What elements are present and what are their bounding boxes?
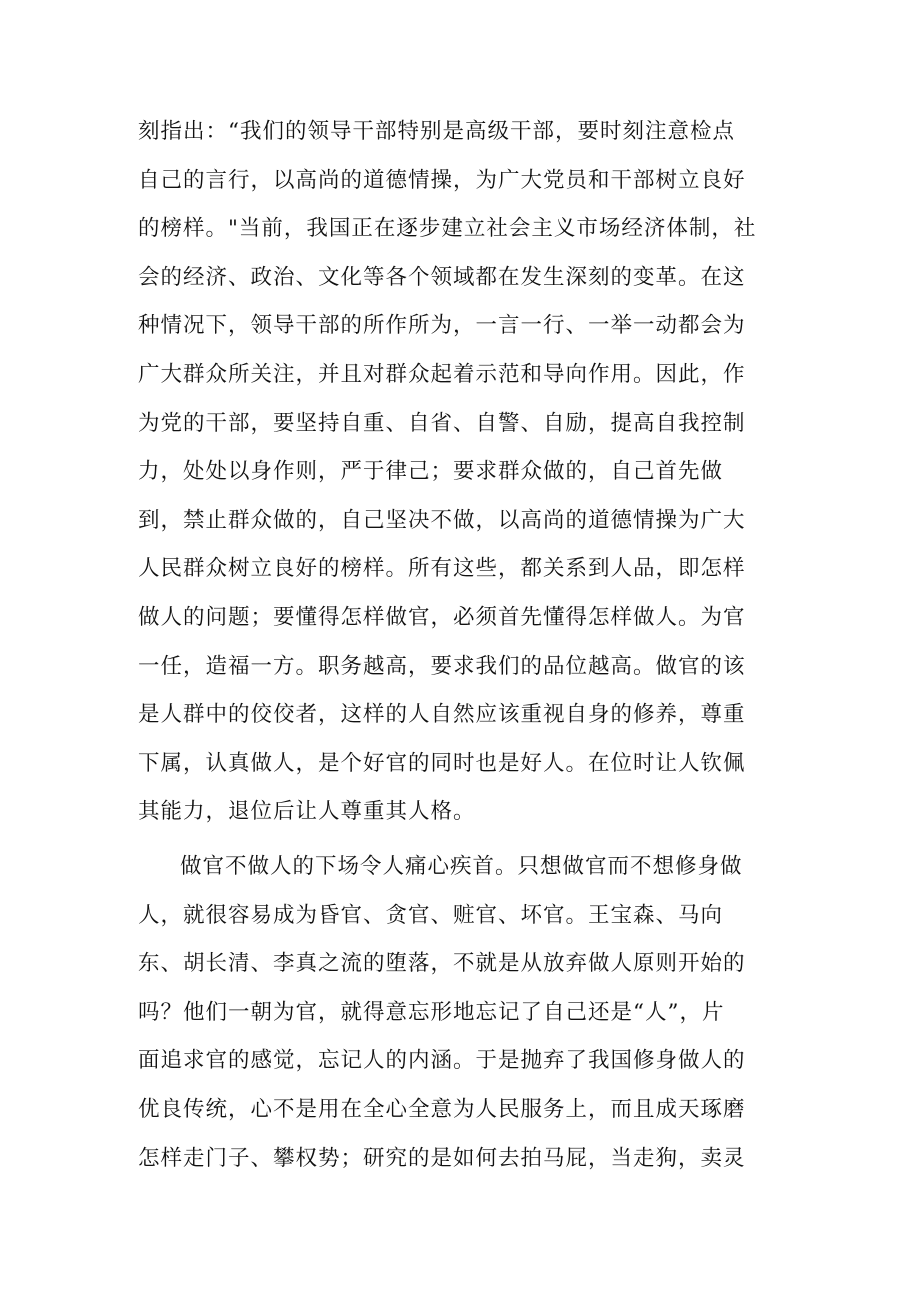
text-line: 面追求官的感觉，忘记人的内涵。于是抛弃了我国修身做人的 — [138, 1048, 746, 1074]
paragraph-1 — [138, 108, 778, 837]
text-line: 东、胡长清、李真之流的堕落，不就是从放弃做人原则开始的 — [138, 951, 746, 977]
text-line: 吗？他们一朝为官，就得意忘形地忘记了自己还是“人”，片 — [138, 999, 725, 1025]
text-line: 的榜样。"当前，我国正在逐步建立社会主义市场经济体制，社 — [138, 216, 757, 242]
text-line: 做人的问题；要懂得怎样做官，必须首先懂得怎样做人。为官 — [138, 604, 746, 630]
text-line: 为党的干部，要坚持自重、自省、自警、自励，提高自我控制 — [138, 410, 746, 436]
text-line: 是人群中的佼佼者，这样的人自然应该重视自身的修养，尊重 — [138, 702, 746, 728]
text-line: 人，就很容易成为昏官、贪官、赃官、坏官。王宝森、马向 — [138, 902, 724, 928]
text-line: 力，处处以身作则，严于律己；要求群众做的，自己首先做 — [138, 459, 724, 485]
text-line: 广大群众所关注，并且对群众起着示范和导向作用。因此，作 — [138, 361, 746, 387]
text-line: 到，禁止群众做的，自己坚决不做，以高尚的道德情操为广大 — [138, 507, 746, 533]
text-line: 一任，造福一方。职务越高，要求我们的品位越高。做官的该 — [138, 653, 746, 679]
text-line: 下属，认真做人，是个好官的同时也是好人。在位时让人钦佩 — [138, 750, 746, 776]
text-line: 会的经济、政治、文化等各个领域都在发生深刻的变革。在这 — [138, 264, 746, 290]
text-line: 做官不做人的下场令人痛心疾首。只想做官而不想修身做 — [180, 854, 743, 879]
text-line: 种情况下，领导干部的所作所为，一言一行、一举一动都会为 — [138, 313, 746, 339]
text-line: 刻指出：“我们的领导干部特别是高级干部，要时刻注意检点 — [138, 119, 735, 144]
text-line: 人民群众树立良好的榜样。所有这些，都关系到人品，即怎样 — [138, 556, 746, 582]
text-line: 自己的言行，以高尚的道德情操，为广大党员和干部树立良好 — [138, 167, 746, 193]
text-line: 怎样走门子、攀权势；研究的是如何去拍马屁，当走狗，卖灵 — [138, 1145, 746, 1171]
paragraph-2 — [138, 843, 778, 1183]
text-line: 其能力，退位后让人尊重其人格。 — [138, 799, 476, 825]
text-line: 优良传统，心不是用在全心全意为人民服务上，而且成天琢磨 — [138, 1096, 746, 1122]
